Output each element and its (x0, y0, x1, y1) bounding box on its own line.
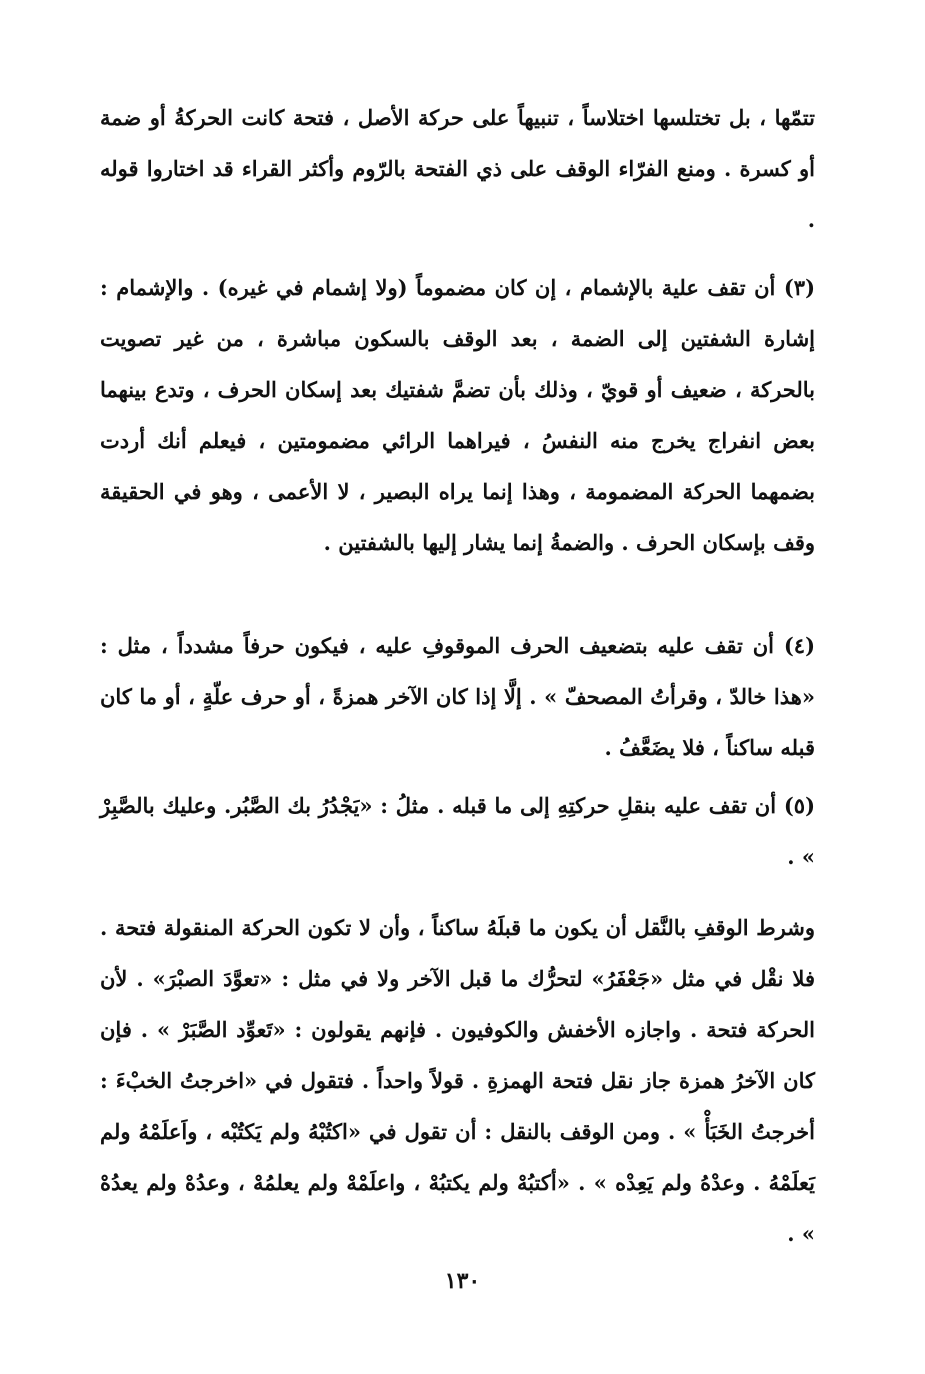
paragraph-text: (٤) أن تقف عليه بتضعيف الحرف الموقوفِ عليه ، فيكون حرفاً مشدداً ، مثل : «هذا خالدّ ، وقرأتُ المصحفّ » . إلَّا إذا كان الآخر همزةً ، أو حرف علّةٍ ، أو ما كان قبله ساكناً ، فلا يضَعَّفُ . (100, 633, 815, 760)
paragraph-ishmam (100, 262, 815, 568)
paragraph-naql (100, 780, 815, 882)
paragraph-continuation (100, 92, 815, 245)
page-number: ١٣٠ (444, 1268, 481, 1294)
paragraph-text: وشرط الوقفِ بالنَّقل أن يكون ما قبلَهُ ساكناً ، وأن لا تكون الحركة المنقولة فتحة . فلا نقْل في مثل «جَعْفَرُ» لتحرُّك ما قبل الآخر ولا في مثل : «تعوَّدَ الصبْرَ» . لأن الحركة فتحة . واجازه الأخفش والكوفيون . فإنهم يقولون : «تَعوِّد الصَّبَرْ » . فإن كان الآخرُ همزة جاز نقل فتحة الهمزةِ . قولاً واحداً . فتقول في «اخرجتُ الخبْءَ : أخرجتُ الخَبَأْ » . ومن الوقف بالنقل : أن تقول في «اكتُبْهُ ولم يَكتُبْه ، واَعلَمْهُ ولم يَعلَمْهُ . وعدْهُ ولم يَعِدْه » . «أكتبُهْ ولم يكتبُهْ ، واعلَمْهْ ولم يعلمُهْ ، وعدُهْ ولم يعدُهْ » . (100, 915, 815, 1246)
paragraph-text: (٣) أن تقف علية بالإشمام ، إن كان مضموماً (ولا إشمام في غيره) . والإشمام : إشارة الشفتين إلى الضمة ، بعد الوقف بالسكون مباشرة ، من غير تصويت بالحركة ، ضعيف أو قويّ ، وذلك بأن تضمَّ شفتيك بعد إسكان الحرف ، وتدع بينهما بعض انفراج يخرج منه النفسُ ، فيراهما الرائي مضمومتين ، فيعلم أنك أردت بضمهما الحركة المضمومة ، وهذا إنما يراه البصير ، لا الأعمى ، وهو في الحقيقة وقف بإسكان الحرف . والضمةُ إنما يشار إليها بالشفتين . (100, 275, 815, 555)
paragraph-text: تتمّها ، بل تختلسها اختلاساً ، تنبيهاً على حركة الأصل ، فتحة كانت الحركةُ أو ضمة أو كسرة . ومنع الفرّاء الوقف على ذي الفتحة بالرّوم وأكثر القراء قد اختاروا قوله . (100, 105, 815, 232)
paragraph-tadif (100, 620, 815, 773)
paragraph-naql-conditions (100, 902, 815, 1259)
paragraph-text: (٥) أن تقف عليه بنقلِ حركتِهِ إلى ما قبله . مثلُ : «يَجْدُرُ بك الصَّبُر. وعليك بالصَّبِرْ » . (100, 793, 815, 869)
